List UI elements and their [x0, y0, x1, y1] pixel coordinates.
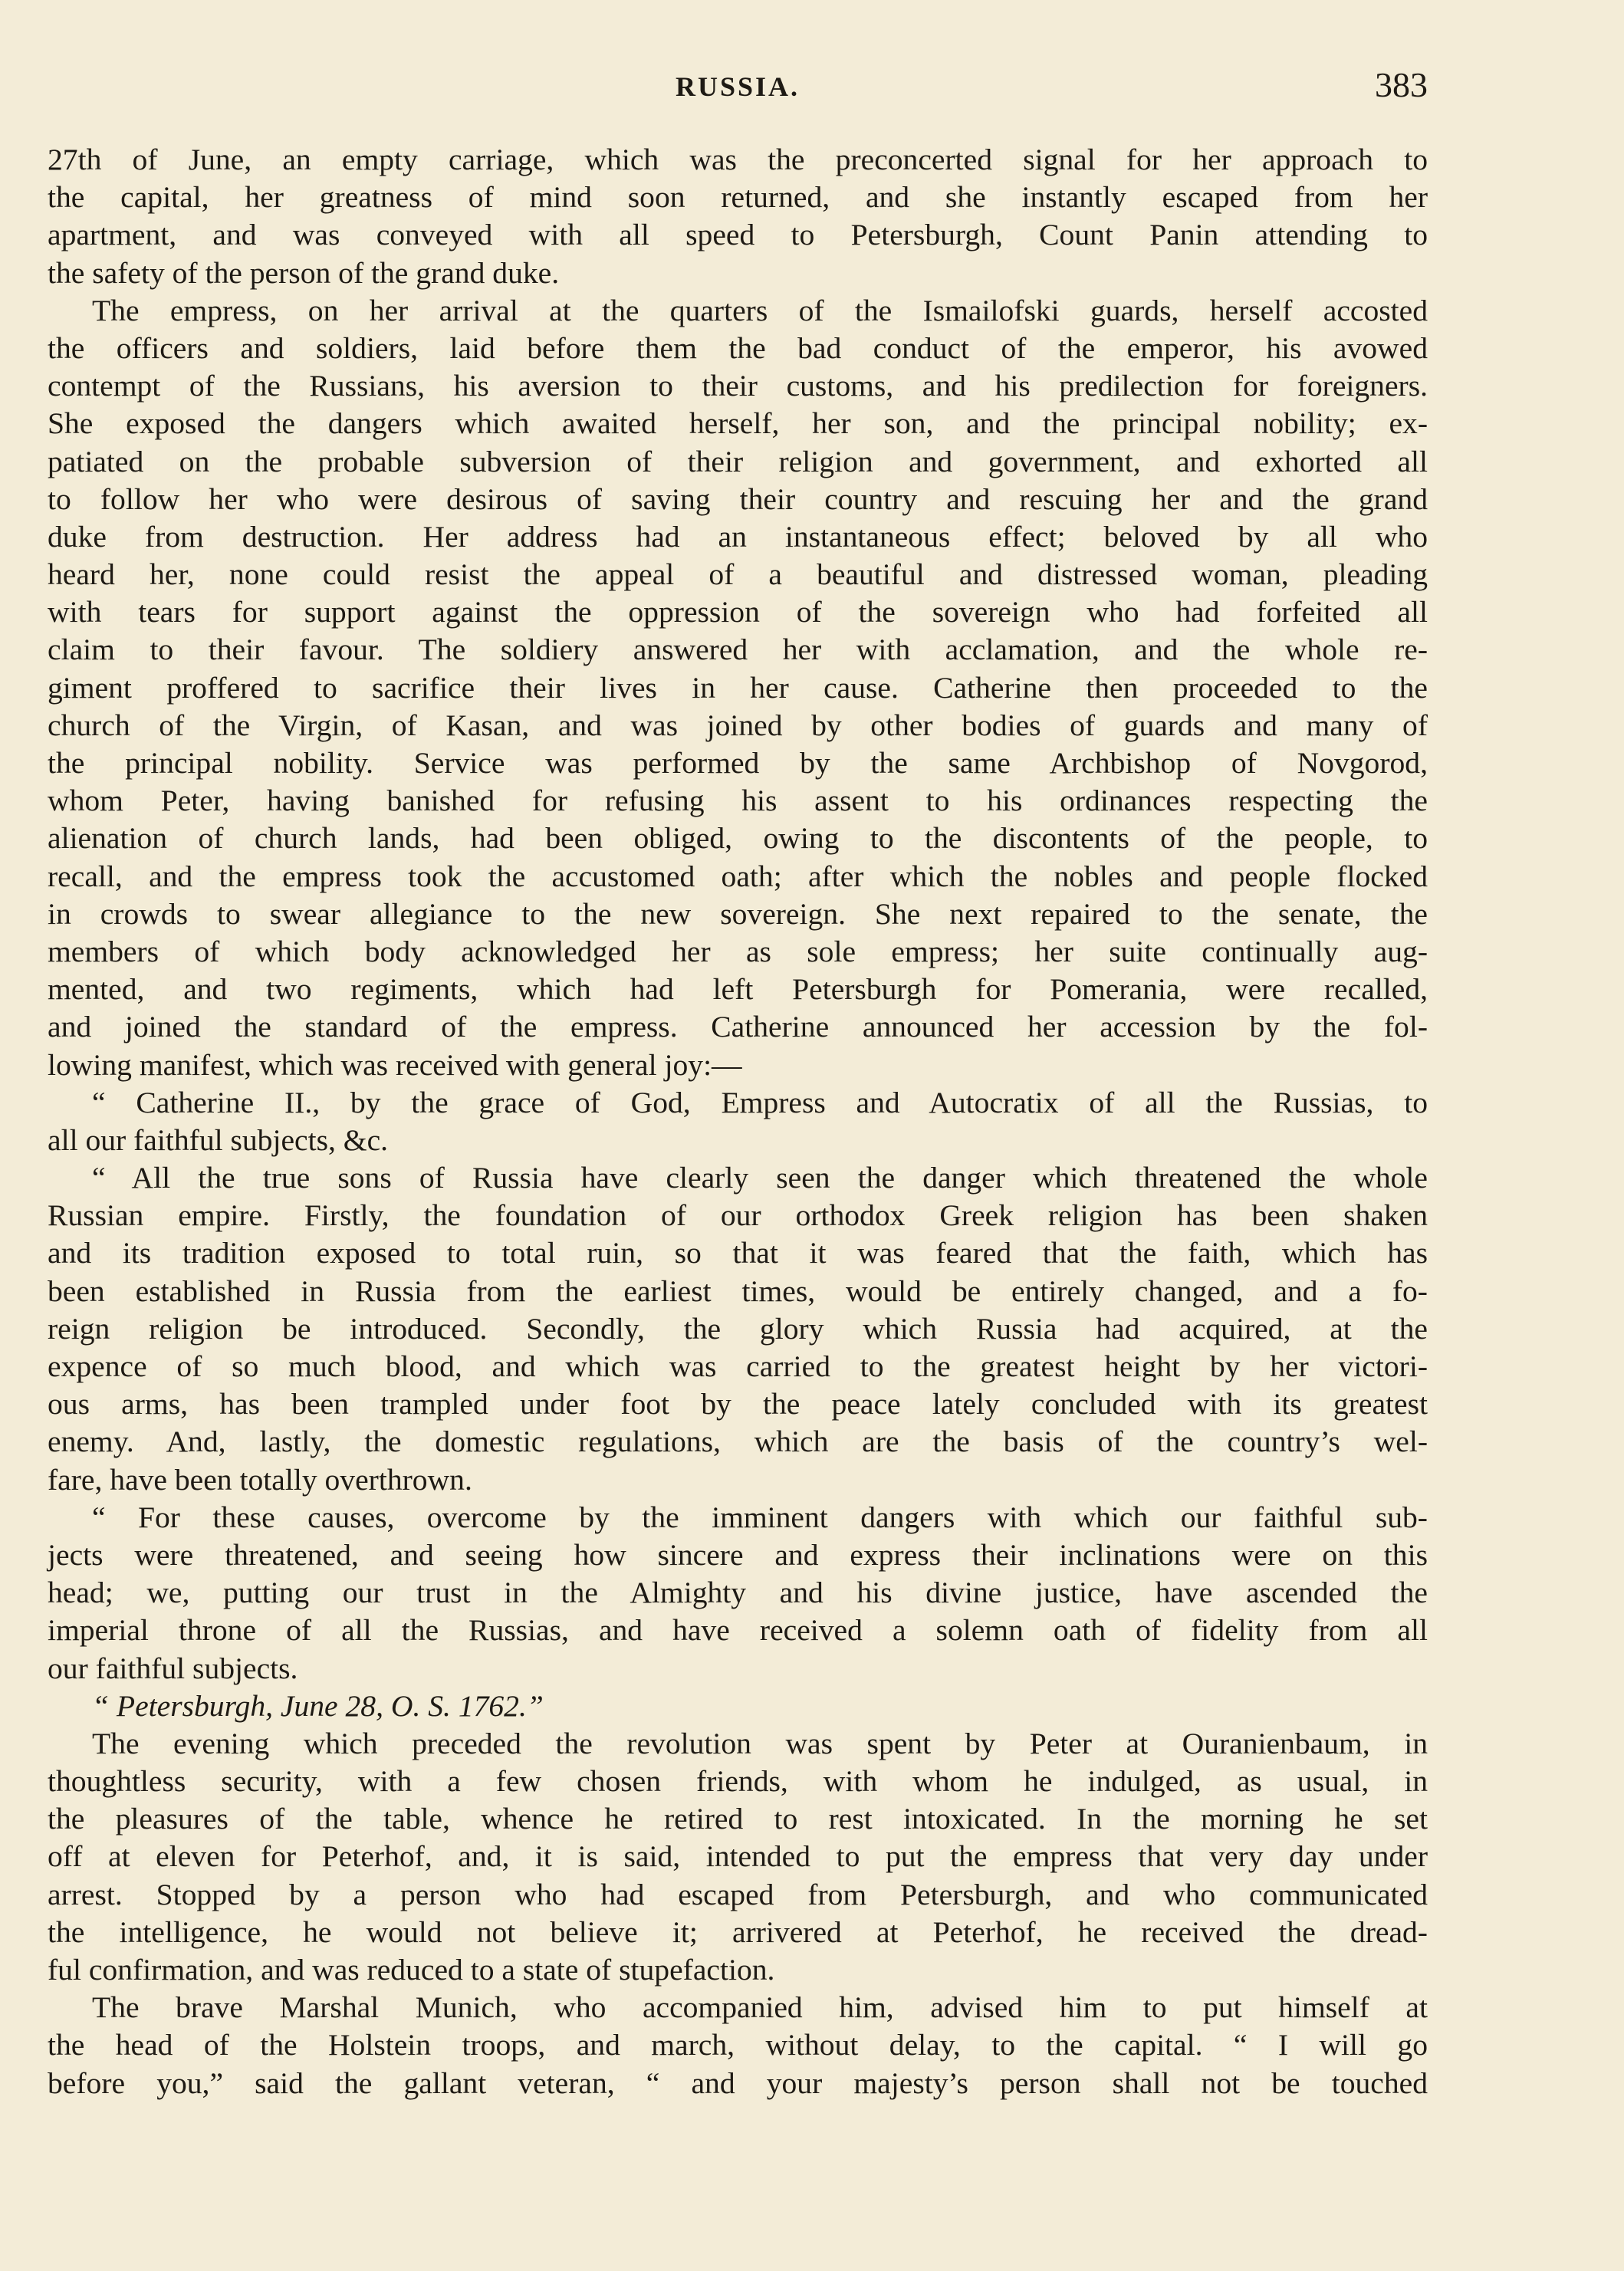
text-line: apartment, and was conveyed with all speed to Petersburgh, Count Panin attending to: [48, 218, 1428, 252]
text-line: “ All the true sons of Russia have clearly seen the danger which threatened the whole: [92, 1161, 1428, 1195]
text-line: patiated on the probable subversion of their religion and government, and exhorted all: [48, 444, 1428, 478]
text-line: and its tradition exposed to total ruin, so that it was feared that the faith, which has: [48, 1236, 1428, 1270]
text-line: the safety of the person of the grand duke.: [48, 255, 560, 290]
text-line: ous arms, has been trampled under foot by the peace lately concluded with its greatest: [48, 1387, 1428, 1421]
text-line: She exposed the dangers which awaited herself, her son, and the principal nobility; ex-: [48, 406, 1428, 441]
text-line: been established in Russia from the earliest times, would be entirely changed, and a fo-: [48, 1274, 1428, 1308]
text-line: “ Catherine II., by the grace of God, Empress and Autocratix of all the Russias, to: [92, 1085, 1428, 1119]
text-line: duke from destruction. Her address had an instantaneous effect; beloved by all who: [48, 519, 1428, 554]
text-line: alienation of church lands, had been obliged, owing to the discontents of the people, to: [48, 821, 1428, 856]
text-line: The evening which preceded the revolution was spent by Peter at Ouranienbaum, in: [92, 1726, 1428, 1760]
text-line: our faithful subjects.: [48, 1651, 298, 1685]
text-line: lowing manifest, which was received with general joy:—: [48, 1047, 742, 1082]
text-line: all our faithful subjects, &c.: [48, 1122, 389, 1157]
text-line: the officers and soldiers, laid before them the bad conduct of the emperor, his avowed: [48, 330, 1428, 365]
page-number: 383: [1375, 65, 1428, 104]
text-line: ful confirmation, and was reduced to a state of stupefaction.: [48, 1953, 775, 1987]
text-line: enemy. And, lastly, the domestic regulations, which are the basis of the country’s wel-: [48, 1425, 1428, 1459]
text-line: the capital, her greatness of mind soon returned, and she instantly escaped from her: [48, 180, 1428, 215]
text-line: off at eleven for Peterhof, and, it is said, intended to put the empress that very day under: [48, 1839, 1428, 1874]
text-line: the head of the Holstein troops, and march, without delay, to the capital. “ I will go: [48, 2028, 1428, 2062]
text-line: and joined the standard of the empress. Catherine announced her accession by the fol-: [48, 1010, 1428, 1044]
text-line: imperial throne of all the Russias, and have received a solemn oath of fidelity from all: [48, 1613, 1428, 1648]
text-line: the pleasures of the table, whence he retired to rest intoxicated. In the morning he set: [48, 1802, 1428, 1836]
text-line: thoughtless security, with a few chosen friends, with whom he indulged, as usual, in: [48, 1764, 1428, 1799]
text-line: expence of so much blood, and which was carried to the greatest height by her victori-: [48, 1349, 1428, 1383]
text-line: fare, have been totally overthrown.: [48, 1462, 472, 1497]
text-line: arrest. Stopped by a person who had escaped from Petersburgh, and who communicated: [48, 1877, 1428, 1911]
text-line: The brave Marshal Munich, who accompanied him, advised him to put himself at: [92, 1990, 1428, 2025]
text-line: to follow her who were desirous of saving their country and rescuing her and the grand: [48, 481, 1428, 516]
text-line: heard her, none could resist the appeal of a beautiful and distressed woman, pleading: [48, 557, 1428, 592]
text-line: with tears for support against the oppression of the sovereign who had forfeited all: [48, 595, 1428, 629]
text-line: giment proffered to sacrifice their lives in her cause. Catherine then proceeded to the: [48, 670, 1428, 705]
text-line: Russian empire. Firstly, the foundation of our orthodox Greek religion has been shaken: [48, 1198, 1428, 1233]
text-line: “ Petersburgh, June 28, O. S. 1762.”: [92, 1688, 544, 1723]
text-line: jects were threatened, and seeing how sincere and express their inclinations were on this: [48, 1537, 1428, 1572]
text-line: church of the Virgin, of Kasan, and was joined by other bodies of guards and many of: [48, 708, 1428, 742]
page-header: [48, 65, 1428, 117]
text-line: “ For these causes, overcome by the imminent dangers with which our faithful sub-: [92, 1500, 1428, 1534]
text-line: contempt of the Russians, his aversion to their customs, and his predilection for foreigners.: [48, 369, 1428, 403]
text-line: claim to their favour. The soldiery answered her with acclamation, and the whole re-: [48, 633, 1428, 667]
text-line: head; we, putting our trust in the Almighty and his divine justice, have ascended the: [48, 1576, 1428, 1610]
running-title: RUSSIA.: [675, 71, 800, 102]
text-line: recall, and the empress took the accustomed oath; after which the nobles and people flocked: [48, 859, 1428, 893]
text-line: 27th of June, an empty carriage, which was the preconcerted signal for her approach to: [48, 143, 1428, 176]
text-line: before you,” said the gallant veteran, “ and your majesty’s person shall not be touched: [48, 2066, 1428, 2100]
text-line: the principal nobility. Service was performed by the same Archbishop of Novgorod,: [48, 746, 1428, 780]
text-line: mented, and two regiments, which had left Petersburgh for Pomerania, were recalled,: [48, 972, 1428, 1007]
text-line: reign religion be introduced. Secondly, the glory which Russia had acquired, at the: [48, 1311, 1428, 1346]
body-text: [48, 141, 1428, 2102]
text-line: The empress, on her arrival at the quarters of the Ismailofski guards, herself accosted: [92, 293, 1428, 327]
text-line: whom Peter, having banished for refusing his assent to his ordinances respecting the: [48, 784, 1428, 818]
text-line: in crowds to swear allegiance to the new sovereign. She next repaired to the senate, the: [48, 896, 1428, 931]
text-line: the intelligence, he would not believe it; arrivered at Peterhof, he received the dread-: [48, 1914, 1428, 1949]
text-line: members of which body acknowledged her as sole empress; her suite continually aug-: [48, 934, 1428, 968]
